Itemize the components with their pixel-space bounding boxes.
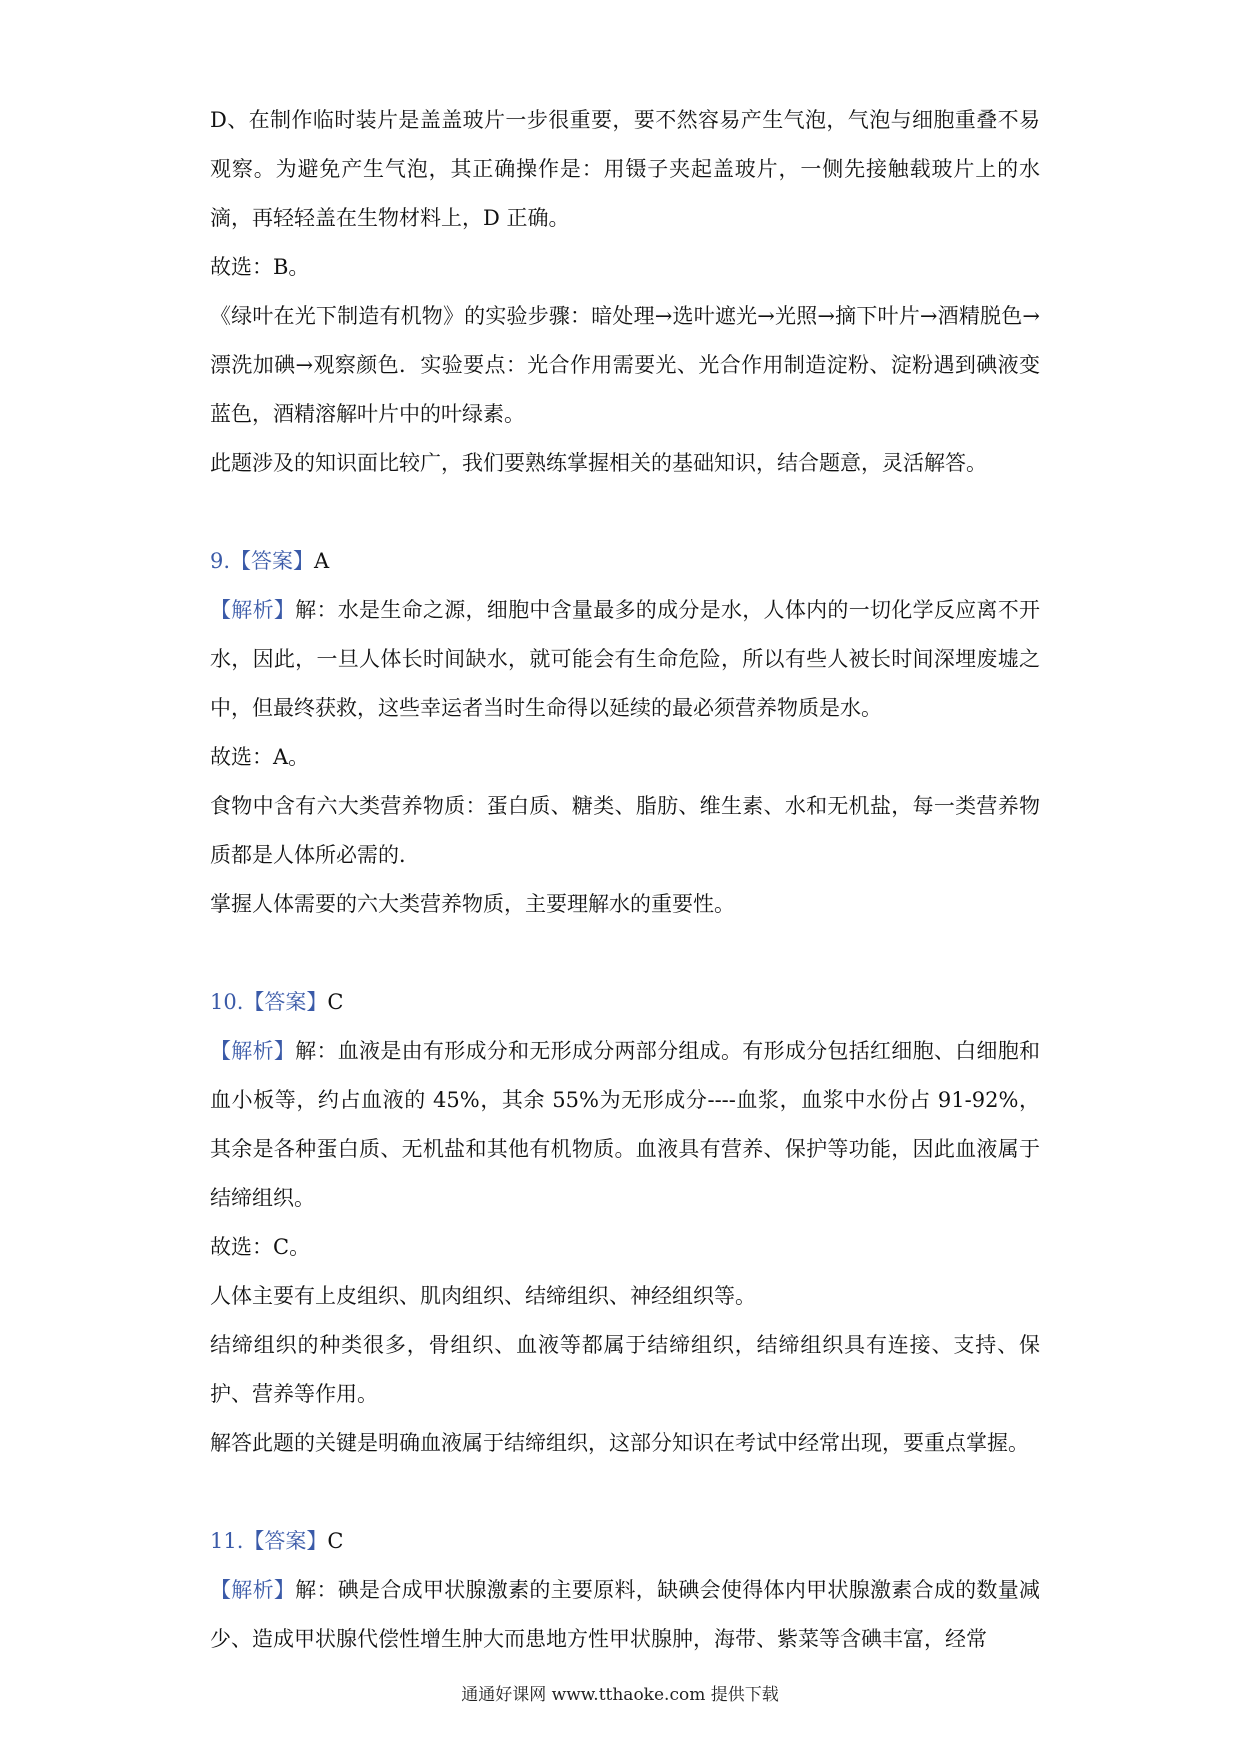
question-10-choice: 故选：C。 [210, 1235, 311, 1259]
analysis-tag: 【解析】 [210, 1578, 296, 1602]
analysis-tag: 【解析】 [210, 1039, 296, 1063]
answer-tag: 【答案】 [243, 990, 328, 1014]
question-number: 9. [210, 549, 231, 573]
question-9-answer [210, 537, 1040, 586]
question-11-answer [210, 1517, 1040, 1566]
analysis-tag: 【解析】 [210, 598, 296, 622]
answer-tag: 【答案】 [243, 1529, 328, 1553]
summary-note: 此题涉及的知识面比较广，我们要熟练掌握相关的基础知识，结合题意，灵活解答。 [210, 451, 987, 475]
analysis-text: 解：血液是由有形成分和无形成分两部分组成。有形成分包括红细胞、白细胞和血小板等，约占血液的 45%，其余 55%为无形成分----血浆，血浆中水份占 91-92%，其余是各种蛋白质、无机盐和其他有机物质。血液具有营养、保护等功能，因此血液属于结缔组织。 [210, 1039, 1041, 1210]
option-d-explanation: D、在制作临时装片是盖盖玻片一步很重要，要不然容易产生气泡，气泡与细胞重叠不易观察。为避免产生气泡，其正确操作是：用镊子夹起盖玻片，一侧先接触载玻片上的水滴，再轻轻盖在生物材料上，D 正确。 [210, 108, 1040, 230]
question-9-analysis [210, 586, 1040, 733]
question-11-analysis [210, 1566, 1040, 1664]
choice-result: 故选：B。 [210, 255, 310, 279]
question-number: 10. [210, 990, 244, 1014]
question-10-summary: 解答此题的关键是明确血液属于结缔组织，这部分知识在考试中经常出现，要重点掌握。 [210, 1431, 1029, 1455]
analysis-text: 解：碘是合成甲状腺激素的主要原料，缺碘会使得体内甲状腺激素合成的数量减少、造成甲状腺代偿性增生肿大而患地方性甲状腺肿，海带、紫菜等含碘丰富，经常 [210, 1578, 1041, 1651]
question-9-choice: 故选：A。 [210, 745, 310, 769]
document-body [210, 96, 1040, 1664]
question-10-note-2: 结缔组织的种类很多，骨组织、血液等都属于结缔组织，结缔组织具有连接、支持、保护、营养等作用。 [210, 1333, 1040, 1406]
answer-tag: 【答案】 [230, 549, 315, 573]
experiment-steps: 《绿叶在光下制造有机物》的实验步骤：暗处理→选叶遮光→光照→摘下叶片→酒精脱色→漂洗加碘→观察颜色．实验要点：光合作用需要光、光合作用制造淀粉、淀粉遇到碘液变蓝色，酒精溶解叶片中的叶绿素。 [210, 304, 1040, 426]
page-footer: 通通好课网 www.tthaoke.com 提供下载 [461, 1685, 779, 1705]
question-10-analysis [210, 1027, 1040, 1223]
question-10-answer [210, 978, 1040, 1027]
answer-value: C [327, 1529, 344, 1553]
answer-value: A [314, 549, 330, 573]
answer-value: C [327, 990, 344, 1014]
question-9-summary: 掌握人体需要的六大类营养物质，主要理解水的重要性。 [210, 892, 735, 916]
question-number: 11. [210, 1529, 244, 1553]
question-9-note: 食物中含有六大类营养物质：蛋白质、糖类、脂肪、维生素、水和无机盐，每一类营养物质都是人体所必需的． [210, 794, 1040, 867]
question-10-note-1: 人体主要有上皮组织、肌肉组织、结缔组织、神经组织等。 [210, 1284, 756, 1308]
analysis-text: 解：水是生命之源，细胞中含量最多的成分是水，人体内的一切化学反应离不开水，因此，一旦人体长时间缺水，就可能会有生命危险，所以有些人被长时间深埋废墟之中，但最终获救，这些幸运者当时生命得以延续的最必须营养物质是水。 [210, 598, 1041, 720]
